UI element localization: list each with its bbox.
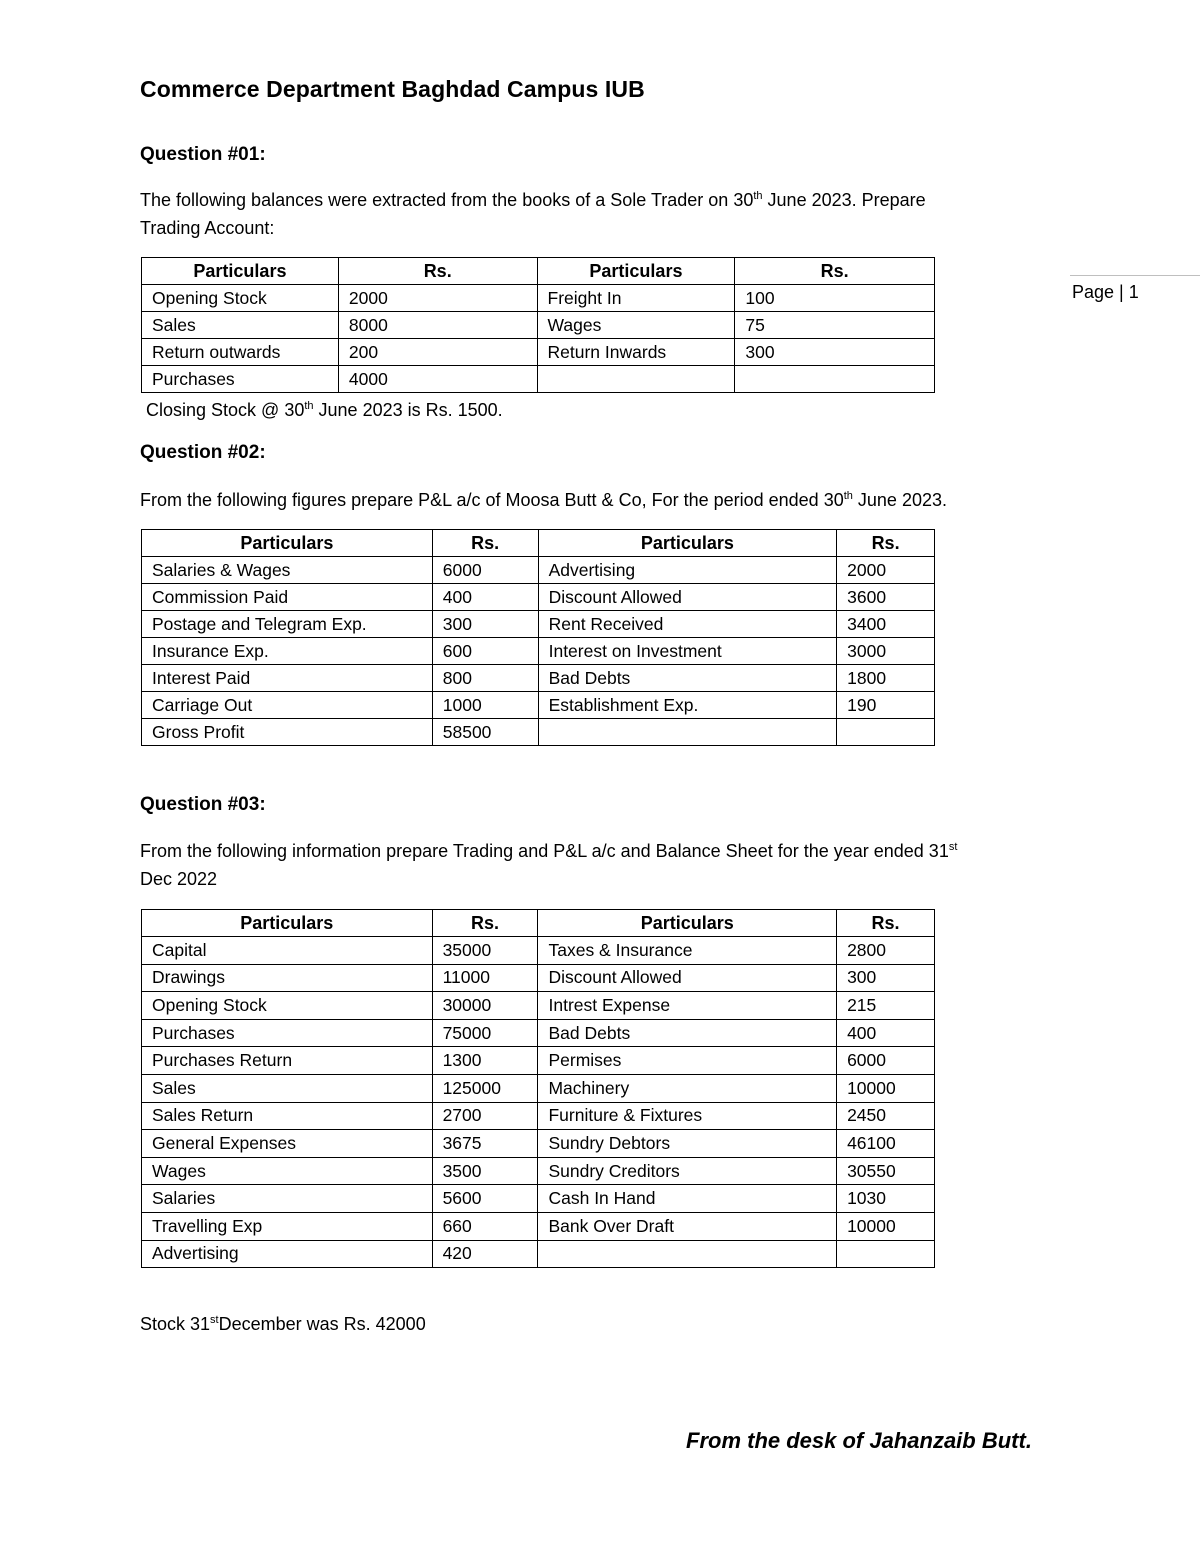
column-header-amount: Rs.	[338, 258, 537, 285]
table-row	[142, 611, 935, 638]
amount-cell: 600	[432, 638, 538, 665]
amount-cell: 2700	[432, 1102, 538, 1130]
table-header-row	[142, 910, 935, 937]
particulars-cell: Commission Paid	[142, 584, 433, 611]
amount-cell: 1300	[432, 1047, 538, 1075]
question-3-note	[140, 1310, 426, 1338]
question-1-text	[140, 186, 926, 242]
amount-cell: 75	[735, 312, 935, 339]
amount-cell	[837, 1240, 935, 1268]
particulars-cell: Return Inwards	[537, 339, 735, 366]
table-row	[142, 1240, 935, 1268]
question-1-note-part: Closing Stock @ 30	[146, 400, 305, 420]
particulars-cell: Freight In	[537, 285, 735, 312]
particulars-cell: Return outwards	[142, 339, 339, 366]
particulars-cell: Carriage Out	[142, 692, 433, 719]
table-row	[142, 557, 935, 584]
amount-cell: 3400	[837, 611, 935, 638]
table-row	[142, 1212, 935, 1240]
table-row	[142, 937, 935, 965]
particulars-cell: Wages	[142, 1157, 433, 1185]
column-header-particulars: Particulars	[142, 910, 433, 937]
table-row	[142, 1074, 935, 1102]
particulars-cell: Sales Return	[142, 1102, 433, 1130]
table-row	[142, 692, 935, 719]
column-header-amount: Rs.	[837, 910, 935, 937]
particulars-cell: Sales	[142, 1074, 433, 1102]
question-3-text-part: Dec 2022	[140, 869, 218, 889]
amount-cell: 3500	[432, 1157, 538, 1185]
question-3-text	[140, 837, 957, 893]
question-2-text-part: June 2023.	[852, 490, 947, 510]
particulars-cell: Insurance Exp.	[142, 638, 433, 665]
particulars-cell: Purchases Return	[142, 1047, 433, 1075]
table-row	[142, 719, 935, 746]
table-row	[142, 1130, 935, 1158]
particulars-cell: Intrest Expense	[538, 992, 837, 1020]
particulars-cell: Purchases	[142, 366, 339, 393]
table-row	[142, 285, 935, 312]
particulars-cell: Discount Allowed	[538, 964, 837, 992]
table-row	[142, 339, 935, 366]
amount-cell: 200	[338, 339, 537, 366]
particulars-cell	[537, 366, 735, 393]
amount-cell: 2450	[837, 1102, 935, 1130]
amount-cell: 215	[837, 992, 935, 1020]
column-header-amount: Rs.	[432, 910, 538, 937]
amount-cell: 10000	[837, 1074, 935, 1102]
particulars-cell: Taxes & Insurance	[538, 937, 837, 965]
amount-cell: 1030	[837, 1185, 935, 1213]
table-row	[142, 1019, 935, 1047]
superscript: th	[304, 400, 314, 412]
question-1-table	[141, 257, 935, 393]
question-3-text-part: From the following information prepare Trading and P&L a/c and Balance Sheet for the year ended 31	[140, 841, 949, 861]
amount-cell: 300	[837, 964, 935, 992]
amount-cell: 2000	[338, 285, 537, 312]
column-header-particulars: Particulars	[538, 910, 837, 937]
column-header-amount: Rs.	[432, 530, 538, 557]
amount-cell: 11000	[432, 964, 538, 992]
table-row	[142, 1185, 935, 1213]
table-header-row	[142, 258, 935, 285]
amount-cell: 420	[432, 1240, 538, 1268]
amount-cell: 400	[432, 584, 538, 611]
particulars-cell: Wages	[537, 312, 735, 339]
particulars-cell: Establishment Exp.	[538, 692, 837, 719]
table-row	[142, 366, 935, 393]
amount-cell: 6000	[837, 1047, 935, 1075]
amount-cell: 190	[837, 692, 935, 719]
superscript: th	[753, 190, 763, 202]
amount-cell: 8000	[338, 312, 537, 339]
amount-cell: 46100	[837, 1130, 935, 1158]
question-2-table	[141, 529, 935, 746]
superscript: th	[843, 490, 853, 502]
amount-cell: 1800	[837, 665, 935, 692]
author-signature-line: From the desk of Jahanzaib Butt.	[686, 1428, 1032, 1453]
particulars-cell	[538, 1240, 837, 1268]
particulars-cell: Sundry Debtors	[538, 1130, 837, 1158]
amount-cell: 800	[432, 665, 538, 692]
table-row	[142, 992, 935, 1020]
particulars-cell: Opening Stock	[142, 992, 433, 1020]
amount-cell: 58500	[432, 719, 538, 746]
column-header-particulars: Particulars	[142, 530, 433, 557]
amount-cell: 3675	[432, 1130, 538, 1158]
particulars-cell: Salaries & Wages	[142, 557, 433, 584]
amount-cell: 2000	[837, 557, 935, 584]
question-1-text-part: Trading Account:	[140, 218, 275, 238]
question-3-heading: Question #03:	[140, 794, 266, 815]
particulars-cell: Discount Allowed	[538, 584, 837, 611]
column-header-particulars: Particulars	[142, 258, 339, 285]
amount-cell: 1000	[432, 692, 538, 719]
particulars-cell: Bad Debts	[538, 665, 837, 692]
question-3-note-part: Stock 31	[140, 1314, 211, 1334]
amount-cell: 6000	[432, 557, 538, 584]
question-3-note-part: December was Rs. 42000	[218, 1314, 426, 1334]
question-1-heading: Question #01:	[140, 144, 266, 165]
amount-cell: 125000	[432, 1074, 538, 1102]
particulars-cell: Rent Received	[538, 611, 837, 638]
particulars-cell: Purchases	[142, 1019, 433, 1047]
amount-cell	[837, 719, 935, 746]
question-1-text-part: June 2023. Prepare	[762, 190, 926, 210]
particulars-cell: Salaries	[142, 1185, 433, 1213]
table-row	[142, 312, 935, 339]
table-header-row	[142, 530, 935, 557]
particulars-cell: Cash In Hand	[538, 1185, 837, 1213]
particulars-cell: Opening Stock	[142, 285, 339, 312]
amount-cell: 660	[432, 1212, 538, 1240]
particulars-cell: Advertising	[538, 557, 837, 584]
table-row	[142, 665, 935, 692]
amount-cell: 5600	[432, 1185, 538, 1213]
amount-cell: 4000	[338, 366, 537, 393]
superscript: st	[210, 1314, 219, 1326]
table-row	[142, 584, 935, 611]
column-header-amount: Rs.	[735, 258, 935, 285]
amount-cell	[735, 366, 935, 393]
column-header-particulars: Particulars	[537, 258, 735, 285]
table-row	[142, 1047, 935, 1075]
amount-cell: 35000	[432, 937, 538, 965]
particulars-cell: Bank Over Draft	[538, 1212, 837, 1240]
particulars-cell: Machinery	[538, 1074, 837, 1102]
page-number-rule	[1070, 275, 1200, 276]
particulars-cell: Gross Profit	[142, 719, 433, 746]
question-1-text-part: The following balances were extracted from the books of a Sole Trader on 30	[140, 190, 754, 210]
particulars-cell: Bad Debts	[538, 1019, 837, 1047]
table-row	[142, 638, 935, 665]
particulars-cell: Interest on Investment	[538, 638, 837, 665]
question-2-text	[140, 486, 947, 514]
document-title: Commerce Department Baghdad Campus IUB	[140, 76, 645, 102]
particulars-cell: Permises	[538, 1047, 837, 1075]
particulars-cell: Travelling Exp	[142, 1212, 433, 1240]
particulars-cell: Advertising	[142, 1240, 433, 1268]
particulars-cell: Sundry Creditors	[538, 1157, 837, 1185]
question-1-note-part: June 2023 is Rs. 1500.	[313, 400, 503, 420]
amount-cell: 10000	[837, 1212, 935, 1240]
particulars-cell: Postage and Telegram Exp.	[142, 611, 433, 638]
amount-cell: 3000	[837, 638, 935, 665]
amount-cell: 2800	[837, 937, 935, 965]
column-header-amount: Rs.	[837, 530, 935, 557]
amount-cell: 30550	[837, 1157, 935, 1185]
question-1-note	[146, 396, 503, 424]
particulars-cell: Furniture & Fixtures	[538, 1102, 837, 1130]
particulars-cell: Sales	[142, 312, 339, 339]
amount-cell: 300	[432, 611, 538, 638]
particulars-cell: General Expenses	[142, 1130, 433, 1158]
question-2-text-part: From the following figures prepare P&L a/c of Moosa Butt & Co, For the period ended 30	[140, 490, 844, 510]
question-2-heading: Question #02:	[140, 442, 266, 463]
amount-cell: 100	[735, 285, 935, 312]
amount-cell: 75000	[432, 1019, 538, 1047]
amount-cell: 300	[735, 339, 935, 366]
particulars-cell: Interest Paid	[142, 665, 433, 692]
table-row	[142, 1157, 935, 1185]
column-header-particulars: Particulars	[538, 530, 837, 557]
particulars-cell: Capital	[142, 937, 433, 965]
page-number: Page | 1	[1072, 282, 1139, 302]
particulars-cell	[538, 719, 837, 746]
table-row	[142, 964, 935, 992]
particulars-cell: Drawings	[142, 964, 433, 992]
amount-cell: 3600	[837, 584, 935, 611]
table-row	[142, 1102, 935, 1130]
question-3-table	[141, 909, 935, 1268]
amount-cell: 400	[837, 1019, 935, 1047]
amount-cell: 30000	[432, 992, 538, 1020]
superscript: st	[948, 841, 958, 853]
